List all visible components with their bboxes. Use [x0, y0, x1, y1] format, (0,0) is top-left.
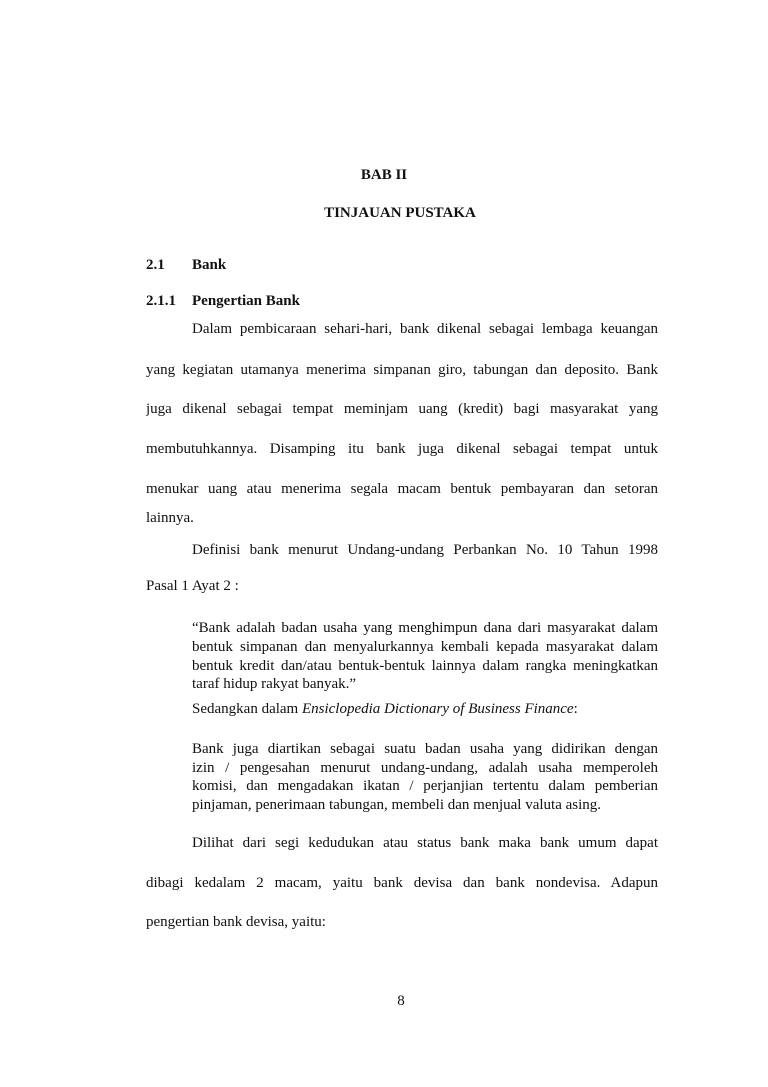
paragraph-line: lainnya.: [146, 510, 194, 526]
paragraph-line: pengertian bank devisa, yaitu:: [146, 914, 326, 930]
paragraph-line: [192, 700, 578, 718]
quote-line: bentuk simpanan dan menyalurkannya kembali kepada masyarakat dalam: [192, 639, 658, 655]
paragraph-line: yang kegiatan utamanya menerima simpanan giro, tabungan dan deposito. Bank: [146, 362, 658, 378]
subsection-number: 2.1.1: [146, 293, 176, 309]
paragraph-line: juga dikenal sebagai tempat meminjam uang (kredit) bagi masyarakat yang: [146, 401, 658, 417]
paragraph-line: Definisi bank menurut Undang-undang Perbankan No. 10 Tahun 1998: [192, 542, 658, 558]
paragraph-line: Dalam pembicaraan sehari-hari, bank dikenal sebagai lembaga keuangan: [192, 321, 658, 337]
chapter-title: TINJAUAN PUSTAKA: [324, 205, 476, 221]
subsection-heading: [146, 292, 300, 310]
chapter-heading: BAB II: [360, 167, 408, 183]
paragraph-line: Pasal 1 Ayat 2 :: [146, 578, 239, 594]
subsection-title: Pengertian Bank: [192, 293, 300, 309]
section-number: 2.1: [146, 257, 165, 273]
paragraph-line: dibagi kedalam 2 macam, yaitu bank devisa dan bank nondevisa. Adapun: [146, 875, 658, 891]
paragraph-line: menukar uang atau menerima segala macam bentuk pembayaran dan setoran: [146, 481, 658, 497]
quote-line: izin / pengesahan menurut undang-undang, adalah usaha memperoleh: [192, 760, 658, 776]
book-title: Ensiclopedia Dictionary of Business Finance: [301, 701, 574, 717]
quote-line: bentuk kredit dan/atau bentuk-bentuk lainnya dalam rangka meningkatkan: [192, 658, 658, 674]
paragraph-line: Dilihat dari segi kedudukan atau status bank maka bank umum dapat: [192, 835, 658, 851]
quote-line: komisi, dan mengadakan ikatan / perjanjian tertentu dalam pemberian: [192, 778, 658, 794]
page-number: 8: [397, 993, 405, 1009]
text: Sedangkan dalam: [192, 701, 302, 717]
section-heading: [146, 256, 227, 274]
quote-line: “Bank adalah badan usaha yang menghimpun dana dari masyarakat dalam: [192, 620, 658, 636]
quote-line: Bank juga diartikan sebagai suatu badan usaha yang didirikan dengan: [192, 741, 658, 757]
section-title: Bank: [192, 257, 227, 273]
quote-line: taraf hidup rakyat banyak.”: [192, 676, 357, 692]
quote-line: pinjaman, penerimaan tabungan, membeli dan menjual valuta asing.: [192, 797, 602, 813]
text: :: [573, 701, 578, 717]
paragraph-line: membutuhkannya. Disamping itu bank juga dikenal sebagai tempat untuk: [146, 441, 658, 457]
